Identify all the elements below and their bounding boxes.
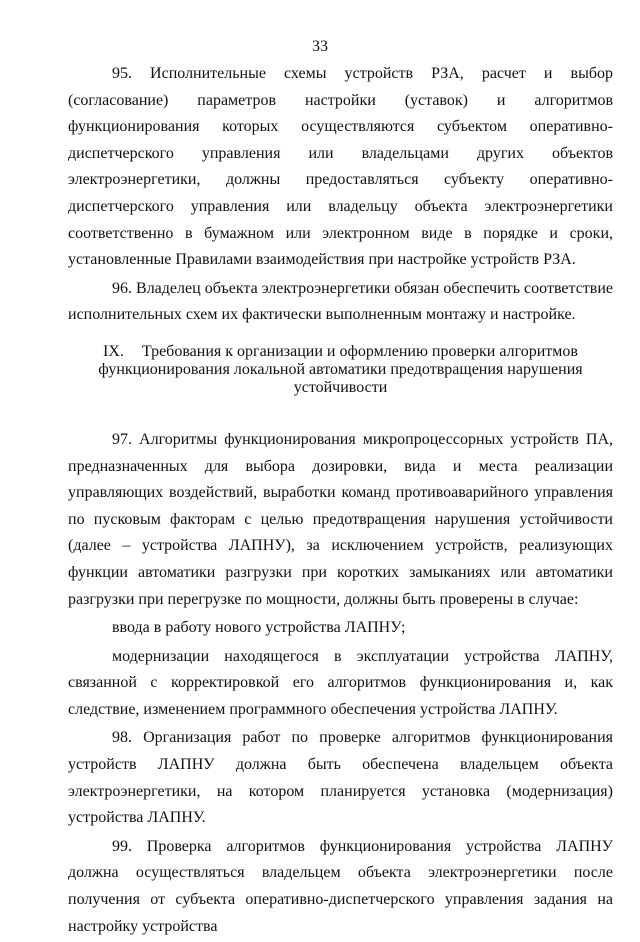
section-heading-line-1 <box>68 343 613 361</box>
section-title-line-3: устойчивости <box>293 378 388 396</box>
paragraph-97: 97. Алгоритмы функционирования микропроцессорных устройств ПА, предназначенных для выбора дозировки, вида и места реализации управляющих воздействий, выработки команд противоаварийного управления по пусковым факторам с целью предотвращения нарушения устойчивости (далее – устройства ЛАПНУ), за исключением устройств, реализующих функции автоматики разгрузки при коротких замыканиях или автоматики разгрузки при перегрузке по мощности, должны быть проверены в случае: <box>68 430 613 608</box>
list-item-new-device: ввода в работу нового устройства ЛАПНУ; <box>112 619 406 637</box>
paragraph-95: 95. Исполнительные схемы устройств РЗА, расчет и выбор (согласование) параметров настройки (уставок) и алгоритмов функционирования которых осуществляются субъектом оперативно-диспетчерского управления или владельцами других объектов электроэнергетики, должны предоставляться субъекту оперативно-диспетчерского управления или владельцу объекта электроэнергетики соответственно в бумажном или электронном виде в порядке и сроки, установленные Правилами взаимодействия при настройке устройств РЗА. <box>68 65 613 269</box>
section-heading <box>68 343 613 397</box>
paragraph-96: 96. Владелец объекта электроэнергетики обязан обеспечить соответствие исполнительных схем их фактически выполненным монтажу и настройке. <box>68 279 613 324</box>
paragraph-98: 98. Организация работ по проверке алгоритмов функционирования устройств ЛАПНУ должна быть обеспечена владельцем объекта электроэнергетики, на котором планируется установка (модернизация) устройства ЛАПНУ. <box>68 729 613 827</box>
document-body <box>68 61 613 942</box>
section-title-line-2: функционирования локальной автоматики предотвращения нарушения <box>98 360 583 378</box>
list-item-modernization: модернизации находящегося в эксплуатации устройства ЛАПНУ, связанной с корректировкой его алгоритмов функционирования и, как следствие, изменением программного обеспечения устройства ЛАПНУ. <box>68 647 613 718</box>
section-title-line-1: Требования к организации и оформлению проверки алгоритмов <box>141 342 578 360</box>
section-number: IX. <box>103 342 124 360</box>
paragraph-99: 99. Проверка алгоритмов функционирования устройства ЛАПНУ должна осуществляться владельцем объекта электроэнергетики после получения от субъекта оперативно-диспетчерского управления задания на настройку устройства <box>68 837 613 935</box>
page-number: 33 <box>312 38 328 55</box>
